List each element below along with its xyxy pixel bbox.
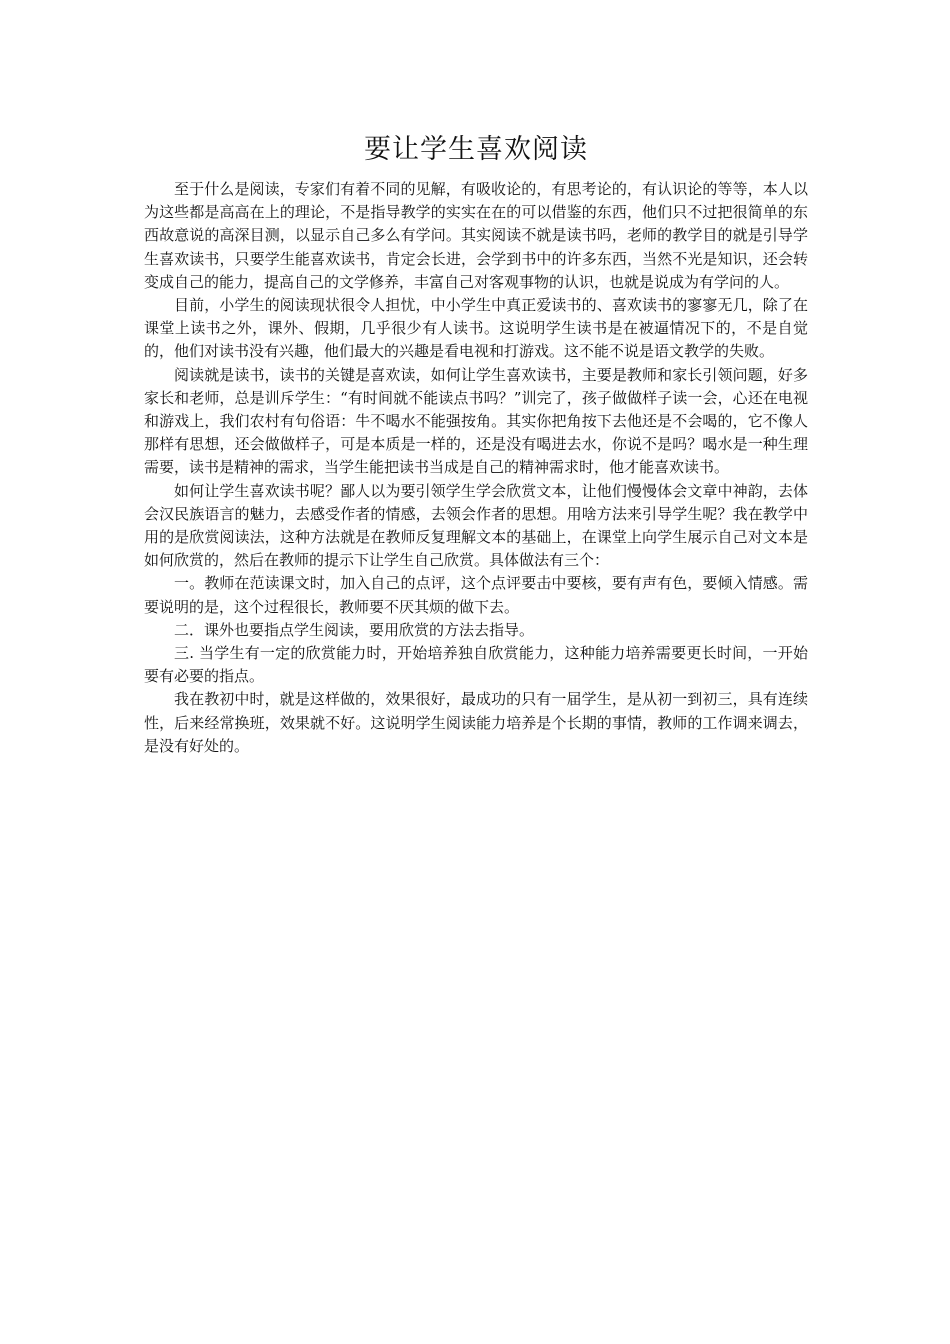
paragraph-8: 我在教初中时，就是这样做的，效果很好，最成功的只有一届学生，是从初一到初三，具有连续性，后来经常换班，效果就不好。这说明学生阅读能力培养是个长期的事情，教师的工作调来调去，是没有好处的。 <box>144 690 808 755</box>
document-title: 要让学生喜欢阅读 <box>364 134 588 165</box>
paragraph-7: 三. 当学生有一定的欣赏能力时，开始培养独自欣赏能力，这种能力培养需要更长时间，一开始要有必要的指点。 <box>144 644 808 686</box>
document-page <box>144 128 808 758</box>
paragraph-5: 一。教师在范读课文时，加入自己的点评，这个点评要击中要核，要有声有色，要倾入情感。需要说明的是，这个过程很长，教师要不厌其烦的做下去。 <box>144 574 808 616</box>
paragraph-4: 如何让学生喜欢读书呢？鄙人以为要引领学生学会欣赏文本，让他们慢慢体会文章中神韵，去体会汉民族语言的魅力，去感受作者的情感，去领会作者的思想。用啥方法来引导学生呢？我在教学中用的是欣赏阅读法，这种方法就是在教师反复理解文本的基础上，在课堂上向学生展示自己对文本是如何欣赏的，然后在教师的提示下让学生自己欣赏。具体做法有三个： <box>144 481 808 570</box>
paragraph-2: 目前，小学生的阅读现状很令人担忧，中小学生中真正爱读书的、喜欢读书的寥寥无几，除了在课堂上读书之外，课外、假期，几乎很少有人读书。这说明学生读书是在被逼情况下的，不是自觉的，他们对读书没有兴趣，他们最大的兴趣是看电视和打游戏。这不能不说是语文教学的失败。 <box>144 296 808 361</box>
paragraph-6: 二．课外也要指点学生阅读，要用欣赏的方法去指导。 <box>174 620 535 639</box>
paragraph-1: 至于什么是阅读，专家们有着不同的见解，有吸收论的，有思考论的，有认识论的等等，本人以为这些都是高高在上的理论，不是指导教学的实实在在的可以借鉴的东西，他们只不过把很简单的东西故意说的高深目测，以显示自己多么有学问。其实阅读不就是读书吗，老师的教学目的就是引导学生喜欢读书，只要学生能喜欢读书，肯定会长进，会学到书中的许多东西，当然不光是知识，还会转变成自己的能力，提高自己的文学修养，丰富自己对客观事物的认识，也就是说成为有学问的人。 <box>144 180 808 291</box>
paragraph-3: 阅读就是读书，读书的关键是喜欢读，如何让学生喜欢读书，主要是教师和家长引领问题，好多家长和老师，总是训斥学生：“有时间就不能读点书吗？”训完了，孩子做做样子读一会，心还在电视和游戏上，我们农村有句俗语：牛不喝水不能强按角。其实你把角按下去他还是不会喝的，它不像人那样有思想，还会做做样子，可是本质是一样的，还是没有喝进去水，你说不是吗？喝水是一种生理需要，读书是精神的需求，当学生能把读书当成是自己的精神需求时，他才能喜欢读书。 <box>144 365 808 477</box>
